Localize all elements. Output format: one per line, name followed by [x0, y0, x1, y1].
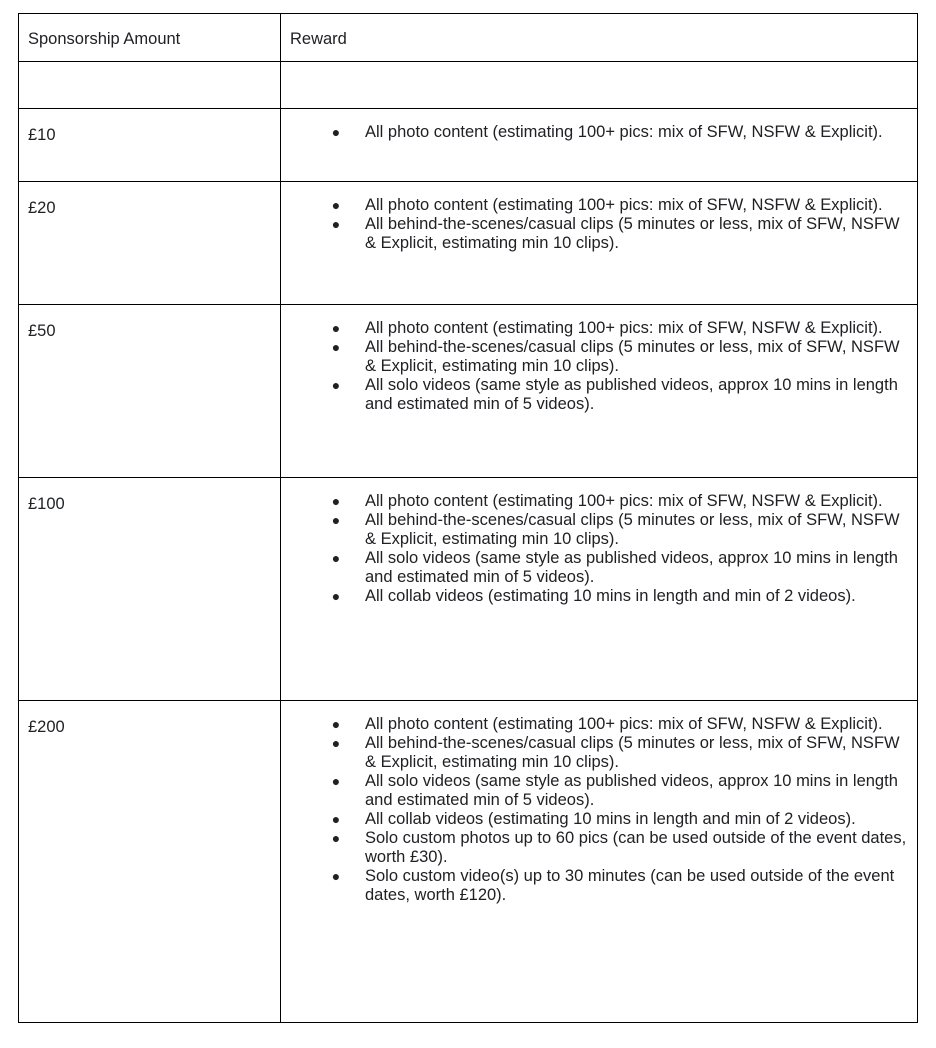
reward-text: All photo content (estimating 100+ pics: mix of SFW, NSFW & Explicit).	[365, 492, 883, 510]
reward-item	[331, 587, 908, 606]
reward-cell	[281, 701, 918, 1023]
table-row	[19, 182, 918, 305]
tier-amount: £200	[28, 718, 65, 736]
reward-list	[281, 478, 917, 617]
bullet-icon: ●	[331, 716, 341, 732]
reward-item	[331, 215, 908, 253]
reward-text: All solo videos (same style as published videos, approx 10 mins in length and estimated min of 5 videos).	[365, 549, 898, 586]
reward-text: All behind-the-scenes/casual clips (5 minutes or less, mix of SFW, NSFW & Explicit, estimating min 10 clips).	[365, 511, 900, 548]
reward-text: All solo videos (same style as published videos, approx 10 mins in length and estimated min of 5 videos).	[365, 376, 898, 413]
header-amount-label: Sponsorship Amount	[28, 30, 181, 48]
reward-text: All collab videos (estimating 10 mins in length and min of 2 videos).	[365, 810, 856, 828]
reward-cell	[281, 478, 918, 701]
bullet-icon: ●	[331, 830, 341, 846]
reward-text: All photo content (estimating 100+ pics: mix of SFW, NSFW & Explicit).	[365, 715, 883, 733]
tier-amount: £20	[28, 199, 56, 217]
reward-item	[331, 123, 908, 142]
reward-text: Solo custom photos up to 60 pics (can be used outside of the event dates, worth £30).	[365, 829, 907, 866]
reward-text: All behind-the-scenes/casual clips (5 minutes or less, mix of SFW, NSFW & Explicit, estimating min 10 clips).	[365, 215, 900, 252]
sponsorship-table	[18, 13, 918, 1023]
header-cell-reward	[281, 14, 918, 62]
bullet-icon: ●	[331, 197, 341, 213]
reward-item	[331, 829, 908, 867]
reward-item	[331, 734, 908, 772]
reward-text: All photo content (estimating 100+ pics: mix of SFW, NSFW & Explicit).	[365, 319, 883, 337]
reward-text: Solo custom video(s) up to 30 minutes (can be used outside of the event dates, worth £120).	[365, 867, 895, 904]
reward-text: All photo content (estimating 100+ pics: mix of SFW, NSFW & Explicit).	[365, 123, 883, 141]
reward-item	[331, 772, 908, 810]
tier-amount: £100	[28, 495, 65, 513]
tier-amount: £50	[28, 322, 56, 340]
bullet-icon: ●	[331, 588, 341, 604]
table-row	[19, 109, 918, 182]
bullet-icon: ●	[331, 512, 341, 528]
table-row	[19, 701, 918, 1023]
bullet-icon: ●	[331, 773, 341, 789]
reward-item	[331, 376, 908, 414]
bullet-icon: ●	[331, 124, 341, 140]
reward-cell	[281, 182, 918, 305]
reward-item	[331, 338, 908, 376]
bullet-icon: ●	[331, 377, 341, 393]
reward-item	[331, 867, 908, 905]
reward-text: All solo videos (same style as published videos, approx 10 mins in length and estimated min of 5 videos).	[365, 772, 898, 809]
amount-cell	[19, 478, 281, 701]
bullet-icon: ●	[331, 735, 341, 751]
reward-text: All behind-the-scenes/casual clips (5 minutes or less, mix of SFW, NSFW & Explicit, estimating min 10 clips).	[365, 734, 900, 771]
header-reward-label: Reward	[290, 30, 347, 48]
reward-cell	[281, 305, 918, 478]
amount-cell	[19, 182, 281, 305]
bullet-icon: ●	[331, 320, 341, 336]
table-row	[19, 478, 918, 701]
bullet-icon: ●	[331, 868, 341, 884]
empty-cell-reward	[281, 62, 918, 109]
bullet-icon: ●	[331, 216, 341, 232]
amount-cell	[19, 305, 281, 478]
reward-item	[331, 715, 908, 734]
reward-cell	[281, 109, 918, 182]
tier-amount: £10	[28, 126, 56, 144]
reward-list	[281, 182, 917, 264]
reward-list	[281, 109, 917, 153]
reward-item	[331, 319, 908, 338]
bullet-icon: ●	[331, 550, 341, 566]
reward-item	[331, 492, 908, 511]
reward-item	[331, 511, 908, 549]
amount-cell	[19, 109, 281, 182]
bullet-icon: ●	[331, 493, 341, 509]
bullet-icon: ●	[331, 811, 341, 827]
document-page	[18, 13, 918, 1023]
reward-text: All collab videos (estimating 10 mins in length and min of 2 videos).	[365, 587, 856, 605]
reward-text: All photo content (estimating 100+ pics: mix of SFW, NSFW & Explicit).	[365, 196, 883, 214]
table-row	[19, 305, 918, 478]
amount-cell	[19, 701, 281, 1023]
table-header-row	[19, 14, 918, 62]
reward-list	[281, 701, 917, 916]
empty-row	[19, 62, 918, 109]
reward-item	[331, 549, 908, 587]
empty-cell-amount	[19, 62, 281, 109]
reward-text: All behind-the-scenes/casual clips (5 minutes or less, mix of SFW, NSFW & Explicit, estimating min 10 clips).	[365, 338, 900, 375]
reward-list	[281, 305, 917, 425]
header-cell-amount	[19, 14, 281, 62]
reward-item	[331, 196, 908, 215]
bullet-icon: ●	[331, 339, 341, 355]
reward-item	[331, 810, 908, 829]
